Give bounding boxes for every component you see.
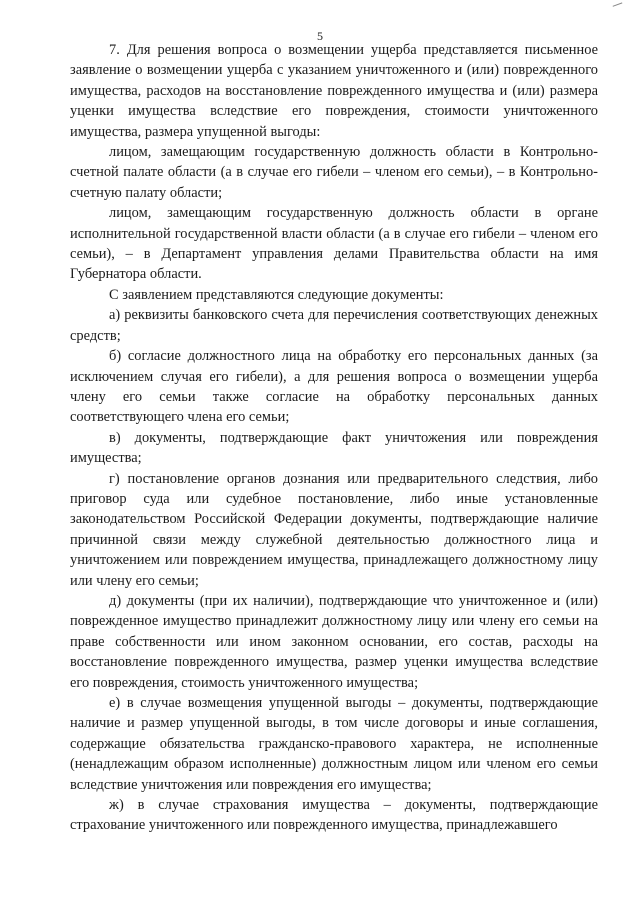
list-item-a: а) реквизиты банковского счета для перечисления соответствующих денежных средств; [70,307,598,344]
list-item-e: е) в случае возмещения упущенной выгоды – документы, подтверждающие наличие и размер упущенной выгоды, в том числе договоры и иные соглашения, содержащие обязательства гражданско-правового характера, не исполненные (ненадлежащим образом исполненные) должностным лицом или членом его семьи вследствие уничтожения или повреждения его имущества; [70,695,598,793]
paragraph-control-chamber: лицом, замещающим государственную должность области в Контрольно-счетной палате области (а в случае его гибели – членом его семьи), – в Контрольно-счетную палату области; [70,144,598,201]
list-item-g: г) постановление органов дознания или предварительного следствия, либо приговор суда или судебное постановление, либо иные установленные законодательством Российской Федерации документы, подтверждающие наличие причинной связи между служебной деятельностью должностного лица и уничтожением или повреждением имущества, принадлежащего должностному лицу или члену его семьи; [70,470,598,589]
list-item-v: в) документы, подтверждающие факт уничтожения или повреждения имущества; [70,429,598,467]
list-item-b: б) согласие должностного лица на обработку его персональных данных (за исключением случая его гибели), а для решения вопроса о возмещении ущерба члену его семьи также согласие на обработку персональных данных соответствующего члена его семьи; [70,348,598,426]
list-item-zh: ж) в случае страхования имущества – документы, подтверждающие страхование уничтоженного или поврежденного имущества, принадлежавшего [70,797,598,834]
paragraph-executive-body: лицом, замещающим государственную должность области в органе исполнительной государственной власти области (а в случае его гибели – членом его семьи), – в Департамент управления делами Правительства области на имя Губернатора области. [70,205,598,283]
page-number: 5 [317,29,323,43]
paragraph-item-7: 7. Для решения вопроса о возмещении ущерба представляется письменное заявление о возмещении ущерба с указанием уничтоженного и (или) поврежденного имущества, расходов на восстановление поврежденного имущества и (или) размера уценки имущества вследствие его повреждения, стоимости уничтоженного имущества, размера упущенной выгоды: [70,42,598,140]
list-item-d: д) документы (при их наличии), подтверждающие что уничтоженное и (или) поврежденное имущество принадлежит должностному лицу или члену его семьи на праве собственности или ином законном основании, его состав, расходы на восстановление поврежденного имущества, размер уценки имущества вследствие его повреждения, стоимость уничтоженного имущества; [70,592,598,691]
paragraph-documents-intro: С заявлением представляются следующие документы: [109,286,444,303]
document-body [70,40,598,836]
corner-mark [613,2,624,9]
